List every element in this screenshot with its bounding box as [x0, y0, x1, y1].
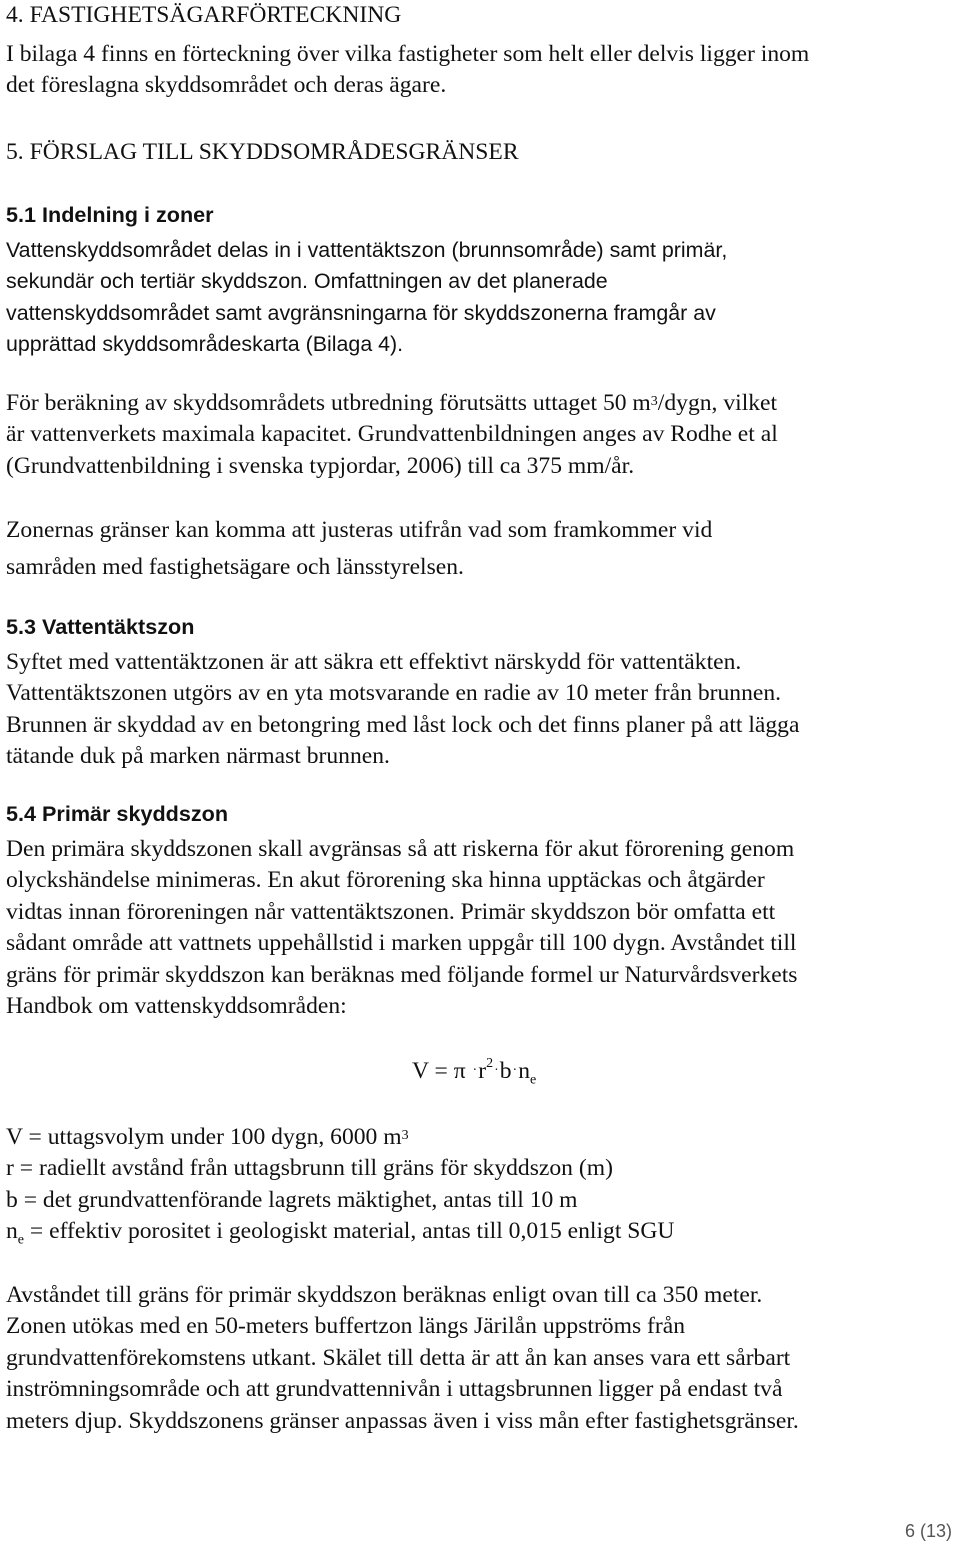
section-5-4-heading — [6, 798, 954, 829]
text-line: Brunnen är skyddad av en betongring med låst lock och det finns planer på att lägga — [6, 711, 800, 738]
volume-formula — [412, 1058, 536, 1089]
section-5-3-body — [6, 647, 954, 773]
text-line: grundvattenförekomstens utkant. Skälet till detta är att ån kan anses vara ett sårbart — [6, 1344, 791, 1371]
text-line: är vattenverkets maximala kapacitet. Grundvattenbildningen anges av Rodhe et al — [6, 421, 778, 448]
definition-b: b = det grundvattenförande lagrets mäktighet, antas till 10 m — [6, 1186, 578, 1213]
text-line: vattenskyddsområdet samt avgränsningarna för skyddszonerna framgår av — [6, 300, 716, 325]
multiply-dot: · — [512, 1063, 518, 1078]
text-line: Avståndet till gräns för primär skyddszon beräknas enligt ovan till ca 350 meter. — [6, 1282, 763, 1308]
text-line: meters djup. Skyddszonens gränser anpassas även i viss mån efter fastighetsgränser. — [6, 1407, 799, 1434]
text-line: Handbok om vattenskyddsområden: — [6, 993, 347, 1020]
section-5-1-title: 5.1 Indelning i zoner — [6, 202, 214, 227]
text-line: Den primära skyddszonen skall avgränsas så att riskerna för akut förorening genom — [6, 836, 795, 862]
formula-definitions — [6, 1122, 954, 1256]
text-fragment: För beräkning av skyddsområdets utbredning förutsätts uttaget 50 m — [6, 390, 651, 416]
text-line: vidtas innan föroreningen når vattentäktszonen. Primär skyddszon bör omfatta ett — [6, 898, 776, 925]
text-line: Vattenskyddsområdet delas in i vattentäktszon (brunnsområde) samt primär, — [6, 238, 728, 262]
text-line: sekundär och tertiär skyddszon. Omfattningen av det planerade — [6, 269, 608, 294]
formula-exponent: 2 — [486, 1056, 494, 1071]
text-line: olyckshändelse minimeras. En akut förorening ska hinna upptäckas och åtgärder — [6, 867, 765, 894]
text-line: Vattentäktszonen utgörs av en yta motsvarande en radie av 10 meter från brunnen. — [6, 680, 782, 707]
superscript: 3 — [650, 394, 658, 409]
formula-n: n — [518, 1058, 531, 1084]
section-5-1-body — [6, 235, 954, 361]
section-5-title: 5. FÖRSLAG TILL SKYDDSOMRÅDESGRÄNSER — [6, 139, 519, 165]
text-line: Syftet med vattentäktzonen är att säkra ett effektivt närskydd för vattentäkten. — [6, 649, 742, 675]
section-5-3-title: 5.3 Vattentäktszon — [6, 614, 195, 639]
text-line: det föreslagna skyddsområdet och deras ägare. — [6, 72, 447, 99]
definition-r: r = radiellt avstånd från uttagsbrunn till gräns för skyddszon (m) — [6, 1155, 613, 1182]
superscript: 3 — [401, 1128, 409, 1143]
formula-subscript: e — [530, 1072, 537, 1088]
text-line: samråden med fastighetsägare och länsstyrelsen. — [6, 554, 464, 580]
text-line: upprättad skyddsområdeskarta (Bilaga 4). — [6, 332, 404, 357]
section-4-heading — [6, 0, 954, 31]
text-line: Zonernas gränser kan komma att justeras utifrån vad som framkommer vid — [6, 517, 713, 543]
section-5-4-title: 5.4 Primär skyddszon — [6, 801, 229, 826]
formula-lhs: V = π — [412, 1058, 466, 1084]
page-number: 6 (13) — [904, 1521, 952, 1541]
formula-b: b — [499, 1058, 512, 1084]
text-fragment: = effektiv porositet i geologiskt material, antas till 0,015 enligt SGU — [24, 1218, 675, 1245]
text-fragment: /dygn, vilket — [657, 390, 778, 416]
multiply-dot: · — [472, 1063, 478, 1078]
formula-r: r — [478, 1058, 487, 1084]
subscript: e — [17, 1232, 25, 1248]
paragraph-uttag — [6, 388, 954, 482]
section-5-heading — [6, 137, 954, 168]
text-line: I bilaga 4 finns en förteckning över vilka fastigheter som helt eller delvis ligger inom — [6, 41, 810, 67]
section-5-4-body — [6, 834, 954, 1022]
paragraph-avstand — [6, 1280, 954, 1437]
text-line: inströmningsområde och att grundvattennivån i uttagsbrunnen ligger på endast två — [6, 1376, 783, 1403]
text-line: Zonen utökas med en 50-meters buffertzon längs Järilån uppströms från — [6, 1313, 686, 1340]
text-fragment: n — [6, 1218, 18, 1245]
definition-n — [6, 1216, 954, 1256]
section-5-3-heading — [6, 611, 954, 642]
text-line — [6, 388, 954, 419]
paragraph-zoner — [6, 512, 954, 586]
text-line: (Grundvattenbildning i svenska typjordar, 2006) till ca 375 mm/år. — [6, 452, 635, 479]
text-line: gräns för primär skyddszon kan beräknas med följande formel ur Naturvårdsverkets — [6, 961, 798, 988]
text-line: tätande duk på marken närmast brunnen. — [6, 743, 390, 770]
section-5-1-heading — [6, 199, 954, 230]
section-4-title: 4. FASTIGHETSÄGARFÖRTECKNING — [6, 2, 402, 28]
text-fragment: V = uttagsvolym under 100 dygn, 6000 m — [6, 1124, 402, 1150]
section-4-body — [6, 39, 954, 102]
definition-v — [6, 1122, 954, 1153]
text-line: sådant område att vattnets uppehållstid i marken uppgår till 100 dygn. Avståndet till — [6, 930, 797, 957]
multiply-dot: · — [494, 1063, 499, 1078]
